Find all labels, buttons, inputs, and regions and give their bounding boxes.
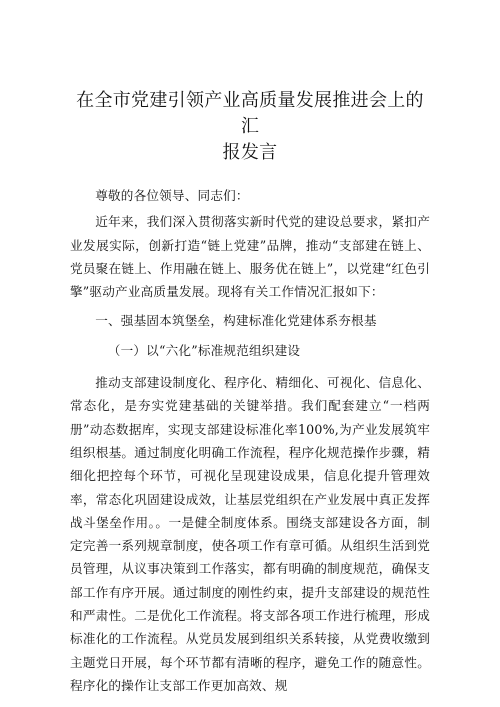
subsection-heading-1: （一）以“六化”标准规范组织建设 [107, 342, 301, 358]
section-heading-1: 一、强基固本筑堡垒，构建标准化党建体系夯根基 [95, 313, 377, 329]
title-line-1: 在全市党建引领产业高质量发展推进会上的汇 [76, 90, 424, 137]
salutation: 尊敬的各位领导、同志们： [95, 188, 249, 203]
document-title [70, 88, 430, 166]
title-line-2: 报发言 [222, 142, 278, 163]
body-paragraph-1: 推动支部建设制度化、程序化、精细化、可视化、信息化、常态化，是夯实党建基础的关键举措。我们配套建立“一档两册”动态数据库，实现支部建设标准化率100%,为产业发展筑牢组织根基。通过制度化明确工作流程，程序化规范操作步骤，精细化把控每个环节，可视化呈现建设成果，信息化提升管理效率，常态化巩固建设成效，让基层党组织在产业发展中真正发挥战斗堡垒作用。。一是健全制度体系。围绕支部建设各方面，制定完善一系列规章制度，使各项工作有章可循。从组织生活到党员管理，从议事决策到工作落实，都有明确的制度规范，确保支部工作有序开展。通过制度的刚性约束，提升支部建设的规范性和严肃性。二是优化工作流程。将支部各项工作进行梳理，形成标准化的工作流程。从党员发展到组织关系转接，从党费收缴到主题党日开展，每个环节都有清晰的程序，避免工作的随意性。程序化的操作让支部工作更加高效、规 [70, 375, 430, 693]
intro-paragraph: 近年来，我们深入贯彻落实新时代党的建设总要求，紧扣产业发展实际，创新打造“链上党建”品牌，推动“支部建在链上、党员聚在链上、作用融在链上、服务优在链上”，以党建“红色引擎”驱动产业高质量发展。现将有关工作情况汇报如下： [70, 214, 430, 300]
